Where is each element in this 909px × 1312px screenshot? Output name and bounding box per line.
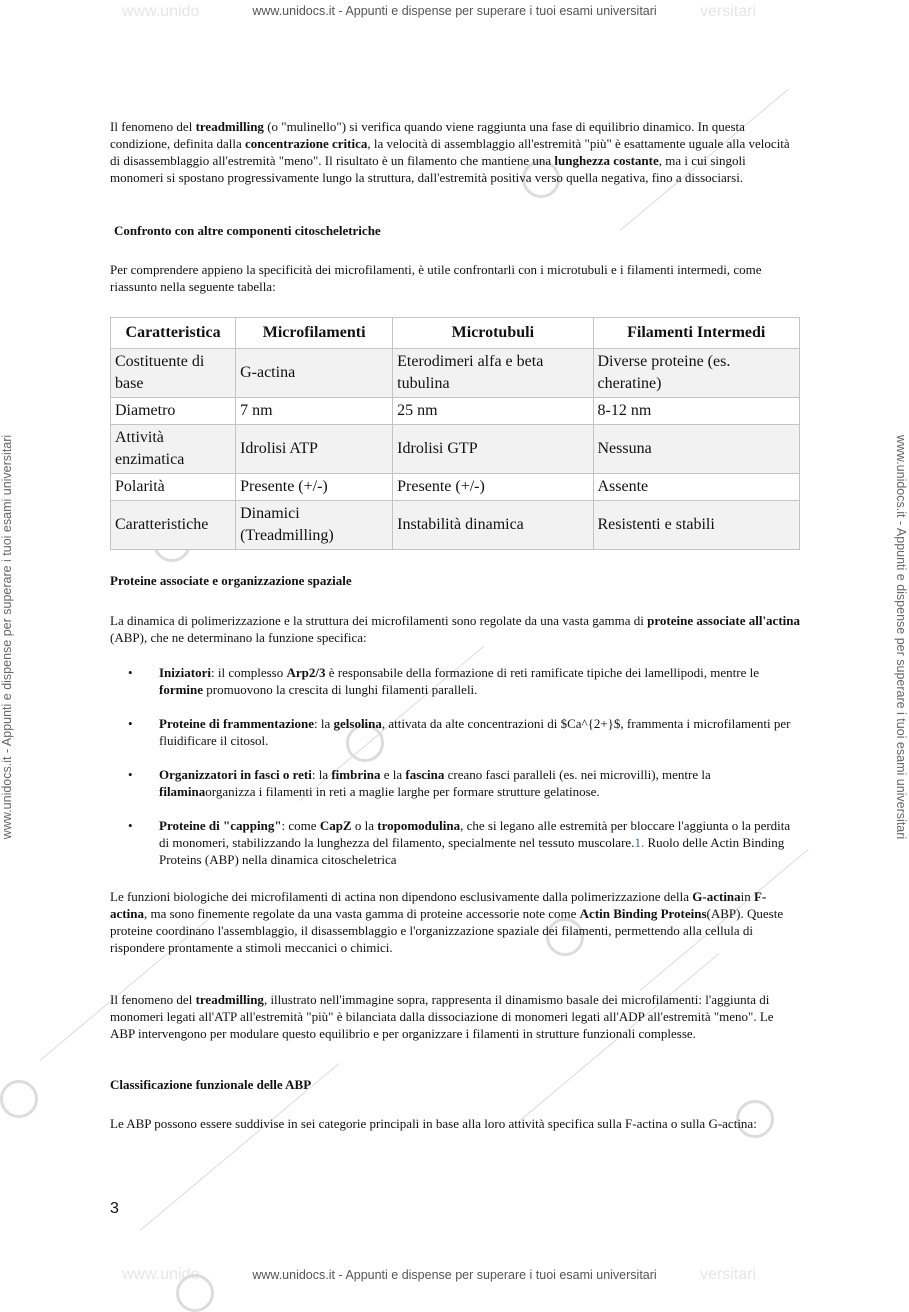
text-run: , attivata da alte concentrazioni di $Ca^{2+}$, frammenta i microfilamenti per fluidificare il citosol. [159, 716, 791, 748]
section-heading-classification: Classificazione funzionale delle ABP [110, 1077, 312, 1092]
text-run: : il complesso [211, 665, 287, 680]
watermark-ghost-right-bottom: versitari [700, 1266, 757, 1283]
bold-term: concentrazione critica [245, 136, 368, 151]
section-number: 1. [634, 835, 645, 850]
bold-term: treadmilling [195, 992, 264, 1007]
text-run: : la [314, 716, 334, 731]
text-run: : la [311, 767, 332, 782]
bullet: • [128, 665, 133, 680]
bullet: • [128, 818, 133, 833]
table-header-cell: Filamenti Intermedi [593, 318, 800, 349]
bold-term: CapZ [319, 818, 352, 833]
table-row [111, 425, 800, 474]
table-cell: Resistenti e stabili [593, 501, 800, 550]
text-run: (ABP), che ne determinano la funzione specifica: [110, 630, 367, 645]
table-header-cell: Caratteristica [111, 318, 236, 349]
section-heading-comparison: Confronto con altre componenti citoscheletriche [114, 223, 381, 238]
watermark-ghost-left: www.unido [122, 3, 200, 20]
text-run: e la [380, 767, 406, 782]
table-row [111, 501, 800, 550]
table-cell: Diverse proteine (es. cheratine) [593, 349, 800, 398]
text-run: : come [281, 818, 320, 833]
table-cell: 8-12 nm [593, 398, 800, 425]
table-cell: Costituente di base [111, 349, 236, 398]
text-run: creano fasci paralleli (es. nei microvilli), mentre la [444, 767, 711, 782]
watermark-logo-icon [0, 1080, 38, 1118]
watermark-left-vertical: www.unidocs.it - Appunti e dispense per superare i tuoi esami universitari [0, 434, 14, 840]
text-run: Ruolo delle Actin Binding Proteins (ABP) nella dinamica citoscheletrica [159, 835, 785, 867]
bold-term: formine [159, 682, 204, 697]
text-run: , illustrato nell'immagine sopra, rappresenta il dinamismo basale dei microfilamenti: l'aggiunta di monomeri legati all'ATP all'estremità "più" è bilanciata dalla dissociazione di monomeri legati all'ADP all'estremità "meno". Le ABP intervengono per modulare questo equilibrio e per organizzare i filamenti in strutture funzionali complesse. [110, 992, 774, 1041]
text-run: , ma sono finemente regolate da una vasta gamma di proteine accessorie note come [143, 906, 580, 921]
bold-term: lunghezza costante [554, 153, 659, 168]
watermark-right-vertical: www.unidocs.it - Appunti e dispense per superare i tuoi esami universitari [894, 434, 908, 840]
text-run: promuovono la crescita di lunghi filamenti paralleli. [203, 682, 478, 697]
table-header-row [111, 318, 800, 349]
text-run: Il fenomeno del [110, 119, 196, 134]
table-row [111, 474, 800, 501]
bullet: • [128, 716, 133, 731]
table-header-cell: Microtubuli [393, 318, 593, 349]
comparison-intro-paragraph: Per comprendere appieno la specificità dei microfilamenti, è utile confrontarli con i microtubuli e i filamenti intermedi, come riassunto nella seguente tabella: [110, 262, 762, 294]
text-run: Le funzioni biologiche dei microfilamenti di actina non dipendono esclusivamente dalla polimerizzazione della [110, 889, 693, 904]
table-cell: Idrolisi ATP [236, 425, 393, 474]
bold-term: Proteine di "capping" [159, 818, 282, 833]
table-cell: Instabilità dinamica [393, 501, 593, 550]
text-run: è responsabile della formazione di reti ramificate tipiche dei lamellipodi, mentre le [325, 665, 759, 680]
table-cell: Dinamici (Treadmilling) [236, 501, 393, 550]
text-run: organizza i filamenti in reti a maglie larghe per formare strutture gelatinose. [205, 784, 600, 799]
table-cell: Polarità [111, 474, 236, 501]
comparison-table [110, 317, 800, 550]
table-cell: Presente (+/-) [393, 474, 593, 501]
table-cell: Caratteristiche [111, 501, 236, 550]
bullet: • [128, 767, 133, 782]
watermark-top: www.unidocs.it - Appunti e dispense per superare i tuoi esami universitari [252, 4, 657, 18]
bold-term: gelsolina [333, 716, 382, 731]
page-number: 3 [110, 1200, 119, 1217]
bold-term: Organizzatori in fasci o reti [159, 767, 312, 782]
bold-term: Iniziatori [159, 665, 211, 680]
table-cell: 7 nm [236, 398, 393, 425]
text-run: , ma i cui singoli monomeri si spostano progressivamente lungo la struttura, dall'estremità positiva verso quella negativa, fino a dissociarsi. [110, 153, 746, 185]
table-cell: 25 nm [393, 398, 593, 425]
classification-intro-paragraph: Le ABP possono essere suddivise in sei categorie principali in base alla loro attività specifica sulla F-actina o sulla G-actina: [110, 1116, 757, 1131]
text-run: La dinamica di polimerizzazione e la struttura dei microfilamenti sono regolate da una vasta gamma di [110, 613, 648, 628]
bold-term: Arp2/3 [286, 665, 326, 680]
bold-term: Proteine di frammentazione [159, 716, 314, 731]
table-cell: Diametro [111, 398, 236, 425]
table-cell: Assente [593, 474, 800, 501]
text-run: (ABP). Queste proteine coordinano l'assemblaggio, il disassemblaggio e l'organizzazione spaziale dei filamenti, permettendo alla cellula di rispondere prontamente a stimoli meccanici o chimici. [110, 906, 784, 955]
table-row [111, 398, 800, 425]
bold-term: Actin Binding Proteins [579, 906, 707, 921]
bold-term: proteine associate all'actina [647, 613, 800, 628]
list-item [110, 817, 800, 868]
list-item [110, 664, 800, 698]
watermark-bottom: www.unidocs.it - Appunti e dispense per superare i tuoi esami universitari [252, 1268, 657, 1282]
proteins-intro-paragraph [110, 612, 800, 646]
text-run: o la [351, 818, 378, 833]
watermark-logo-icon [176, 1274, 214, 1312]
table-cell: G-actina [236, 349, 393, 398]
text-run: (o "mulinello") si verifica quando viene raggiunta una fase di equilibrio dinamico. In questa condizione, definita dalla [110, 119, 745, 151]
table-cell: Idrolisi GTP [393, 425, 593, 474]
table-cell: Nessuna [593, 425, 800, 474]
treadmilling-paragraph [110, 118, 800, 186]
table-cell: Presente (+/-) [236, 474, 393, 501]
bold-term: treadmilling [195, 119, 264, 134]
text-run: , la velocità di assemblaggio all'estremità "più" è esattamente uguale alla velocità di disassemblaggio all'estremità "meno". Il risultato è un filamento che mantiene una [110, 136, 790, 168]
bold-term: fascina [405, 767, 445, 782]
text-run: in [740, 889, 755, 904]
watermark-ghost-left-bottom: www.unido [122, 1266, 200, 1283]
bold-term: fimbrina [331, 767, 381, 782]
table-header-cell: Microfilamenti [236, 318, 393, 349]
list-item [110, 715, 800, 749]
text-run: , che si legano alle estremità per bloccare l'aggiunta o la perdita di monomeri, stabilizzando la lunghezza del filamento, specialmente nel tessuto muscolare. [159, 818, 791, 850]
table-row [111, 349, 800, 398]
bold-term: tropomodulina [377, 818, 461, 833]
table-cell: Eterodimeri alfa e beta tubulina [393, 349, 593, 398]
abp-list [110, 664, 800, 885]
text-run: Il fenomeno del [110, 992, 196, 1007]
section-heading-proteins: Proteine associate e organizzazione spaziale [110, 573, 352, 588]
abp-paragraph [110, 888, 800, 956]
bold-term: filamina [159, 784, 206, 799]
treadmilling-abp-paragraph [110, 991, 800, 1042]
table-cell: Attività enzimatica [111, 425, 236, 474]
bold-term: G-actina [692, 889, 741, 904]
list-item [110, 766, 800, 800]
bold-term: F-actina [110, 889, 767, 921]
watermark-ghost-right: versitari [700, 3, 757, 20]
